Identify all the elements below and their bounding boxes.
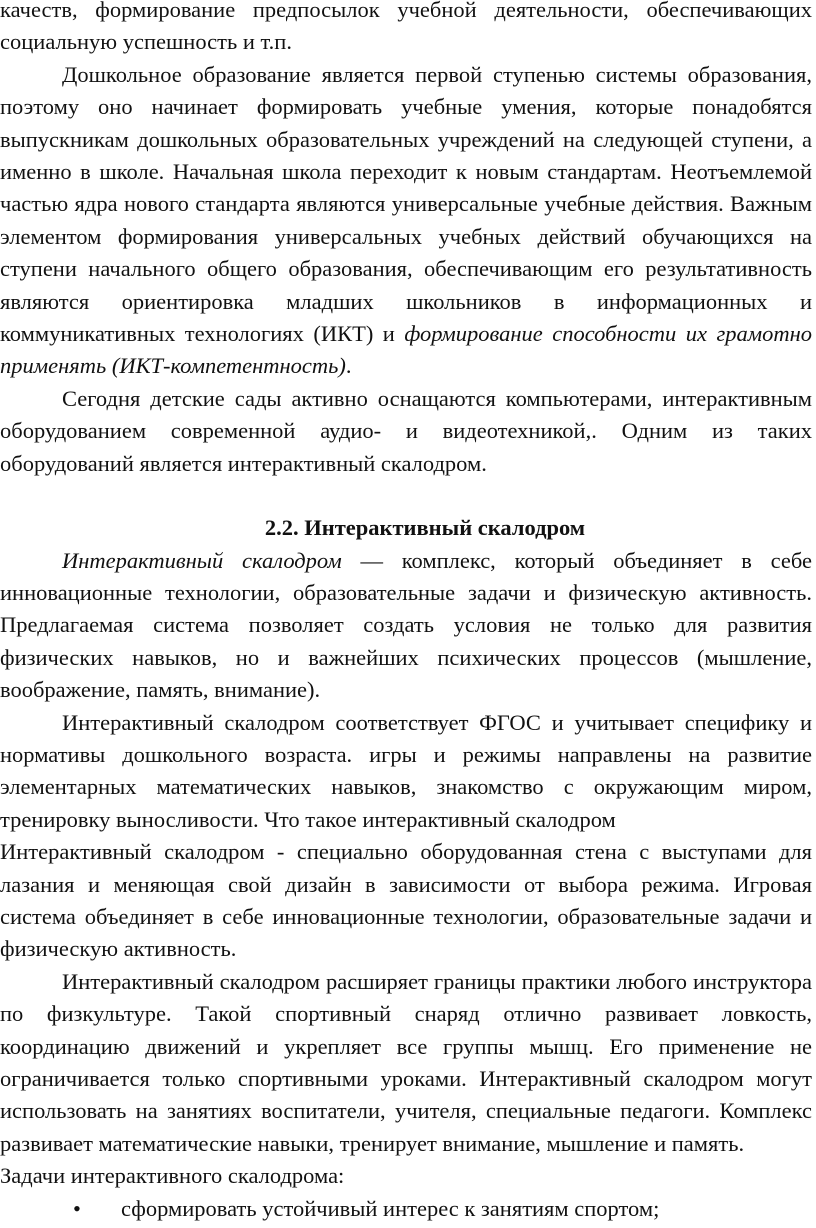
paragraph-8: Задачи интерактивного скалодрома: [0,1163,345,1189]
task-list [0,1193,812,1225]
bullet-icon: • [73,1195,81,1221]
paragraph-2-end: . [345,353,352,379]
paragraph-6: Интерактивный скалодром - специально оборудованная стена с выступами для лазания и меняющая свой дизайн в зависимости от выбора режима. Игровая система объединяет в себе инновационные технологии, образовательные задачи и физическую активность. [0,839,812,962]
section-heading: 2.2. Интерактивный скалодром [264,515,586,541]
paragraph-1: качеств, формирование предпосылок учебной деятельности, обеспечивающих социальную успешность и т.п. [0,0,812,55]
paragraph-7: Интерактивный скалодром расширяет границы практики любого инструктора по физкультуре. Такой спортивный снаряд отлично развивает ловкость, координацию движений и укрепляет все группы мышц. Его применение не ограничивается только спортивными уроками. Интерактивный скалодром могут использовать на занятиях воспитатели, учителя, специальные педагоги. Комплекс развивает математические навыки, тренирует внимание, мышление и память. [0,968,812,1156]
paragraph-2-text: Дошкольное образование является первой ступенью системы образования, поэтому оно начинает формировать учебные умения, которые понадобятся выпускникам дошкольных образовательных учреждений на следующей ступени, а именно в школе. Начальная школа переходит к новым стандартам. Неотъемлемой частью ядра нового стандарта являются универсальные учебные действия. Важным элементом формирования универсальных учебных действий обучающихся на ступени начального общего образования, обеспечивающим его результативность являются ориентировка младших школьников в информационных и коммуникативных технологиях (ИКТ) и [0,61,812,347]
paragraph-4-text: — комплекс, который объединяет в себе инновационные технологии, образовательные задачи и физическую активность. Предлагаемая система позволяет создать условия не только для развития физических навыков, но и важнейших психических процессов (мышление, воображение, память, внимание). [0,547,812,703]
paragraph-2 [0,59,812,383]
paragraph-4-term: Интерактивный скалодром [62,547,342,573]
paragraph-4 [0,545,812,707]
list-item-text: сформировать устойчивый интерес к занятиям спортом; [121,1195,660,1221]
paragraph-2-emphasis: формирование способности их грамотно применять (ИКТ-компетентность) [0,321,812,379]
paragraph-5: Интерактивный скалодром соответствует ФГОС и учитывает специфику и нормативы дошкольного возраста. игры и режимы направлены на развитие элементарных математических навыков, знакомство с окружающим миром, тренировку выносливости. Что такое интерактивный скалодром [0,709,812,832]
paragraph-3: Сегодня детские сады активно оснащаются компьютерами, интерактивным оборудованием современной аудио- и видеотехникой,. Одним из таких оборудований является интерактивный скалодром. [0,385,812,476]
list-item [0,1193,812,1225]
